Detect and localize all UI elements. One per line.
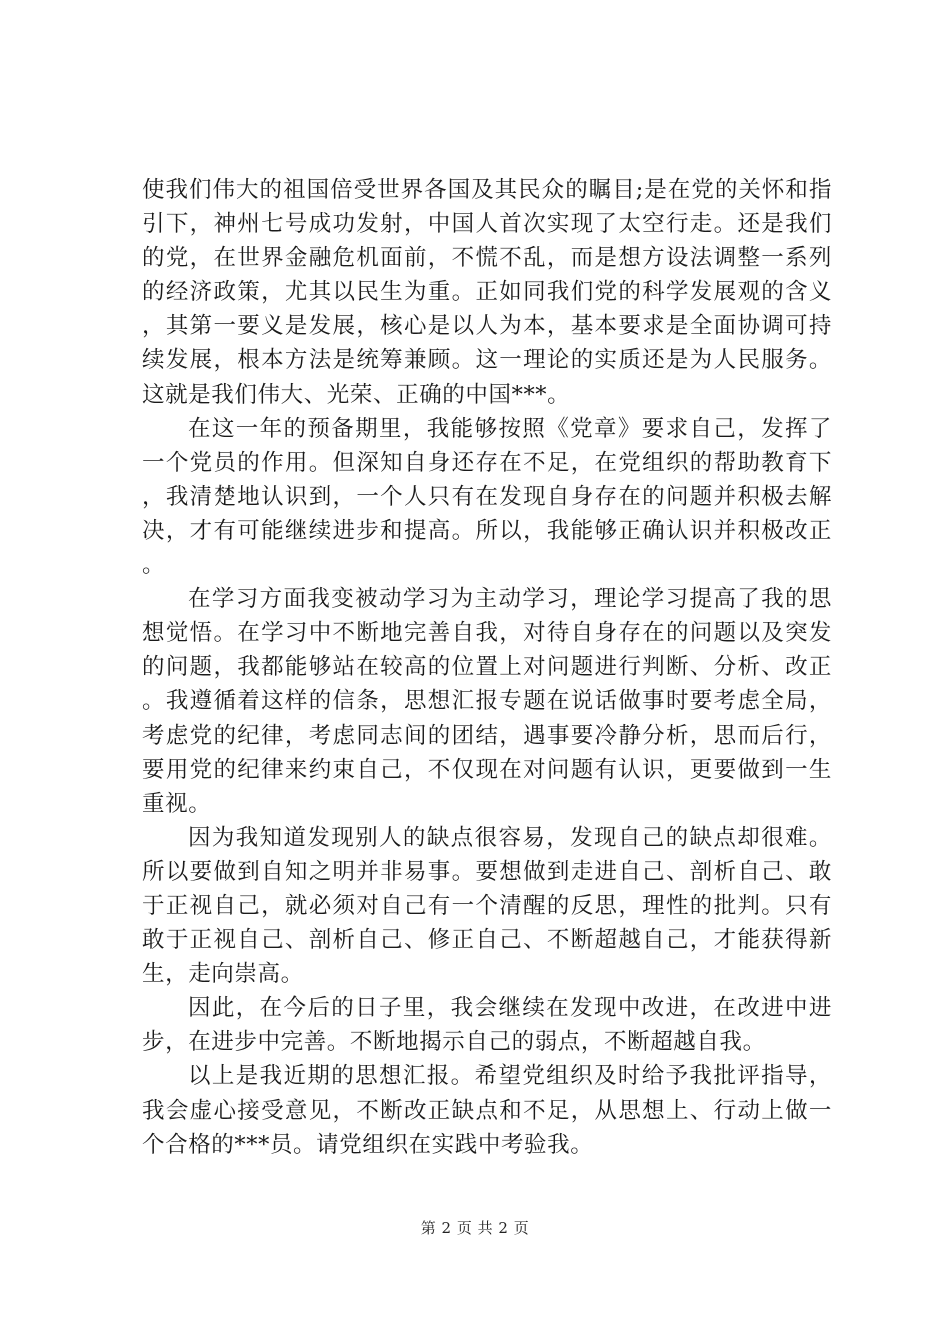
paragraph-future: 因此，在今后的日子里，我会继续在发现中改进，在改进中进步，在进步中完善。不断地揭示自己的弱点，不断超越自我。 bbox=[142, 995, 832, 1056]
page-number-footer: 第 2 页 共 2 页 bbox=[420, 1219, 530, 1237]
paragraph-continued: 使我们伟大的祖国倍受世界各国及其民众的瞩目;是在党的关怀和指引下，神州七号成功发射，中国人首次实现了太空行走。还是我们的党，在世界金融危机面前，不慌不乱，而是想方设法调整一系列的经济政策，尤其以民生为重。正如同我们党的科学发展观的含义，其第一要义是发展，核心是以人为本，基本要求是全面协调可持续发展，根本方法是统筹兼顾。这一理论的实质还是为人民服务。这就是我们伟大、光荣、正确的中国***。 bbox=[142, 177, 832, 408]
paragraph-conclusion: 以上是我近期的思想汇报。希望党组织及时给予我批评指导，我会虚心接受意见，不断改正缺点和不足，从思想上、行动上做一个合格的***员。请党组织在实践中考验我。 bbox=[142, 1063, 832, 1158]
paragraph-study: 在学习方面我变被动学习为主动学习，理论学习提高了我的思想觉悟。在学习中不断地完善自我，对待自身存在的问题以及突发的问题，我都能够站在较高的位置上对问题进行判断、分析、改正。我遵循着这样的信条，思想汇报专题在说话做事时要考虑全局，考虑党的纪律，考虑同志间的团结，遇事要冷静分析，思而后行，要用党的纪律来约束自己，不仅现在对问题有认识，更要做到一生重视。 bbox=[142, 586, 832, 817]
document-body bbox=[142, 173, 832, 1162]
paragraph-probation-period: 在这一年的预备期里，我能够按照《党章》要求自己，发挥了一个党员的作用。但深知自身还存在不足，在党组织的帮助教育下，我清楚地认识到，一个人只有在发现自身存在的问题并积极去解决，才有可能继续进步和提高。所以，我能够正确认识并积极改正。 bbox=[142, 415, 832, 579]
paragraph-self-reflection: 因为我知道发现别人的缺点很容易，发现自己的缺点却很难。所以要做到自知之明并非易事。要想做到走进自己、剖析自己、敢于正视自己，就必须对自己有一个清醒的反思，理性的批判。只有敢于正视自己、剖析自己、修正自己、不断超越自己，才能获得新生，走向崇高。 bbox=[142, 824, 832, 988]
